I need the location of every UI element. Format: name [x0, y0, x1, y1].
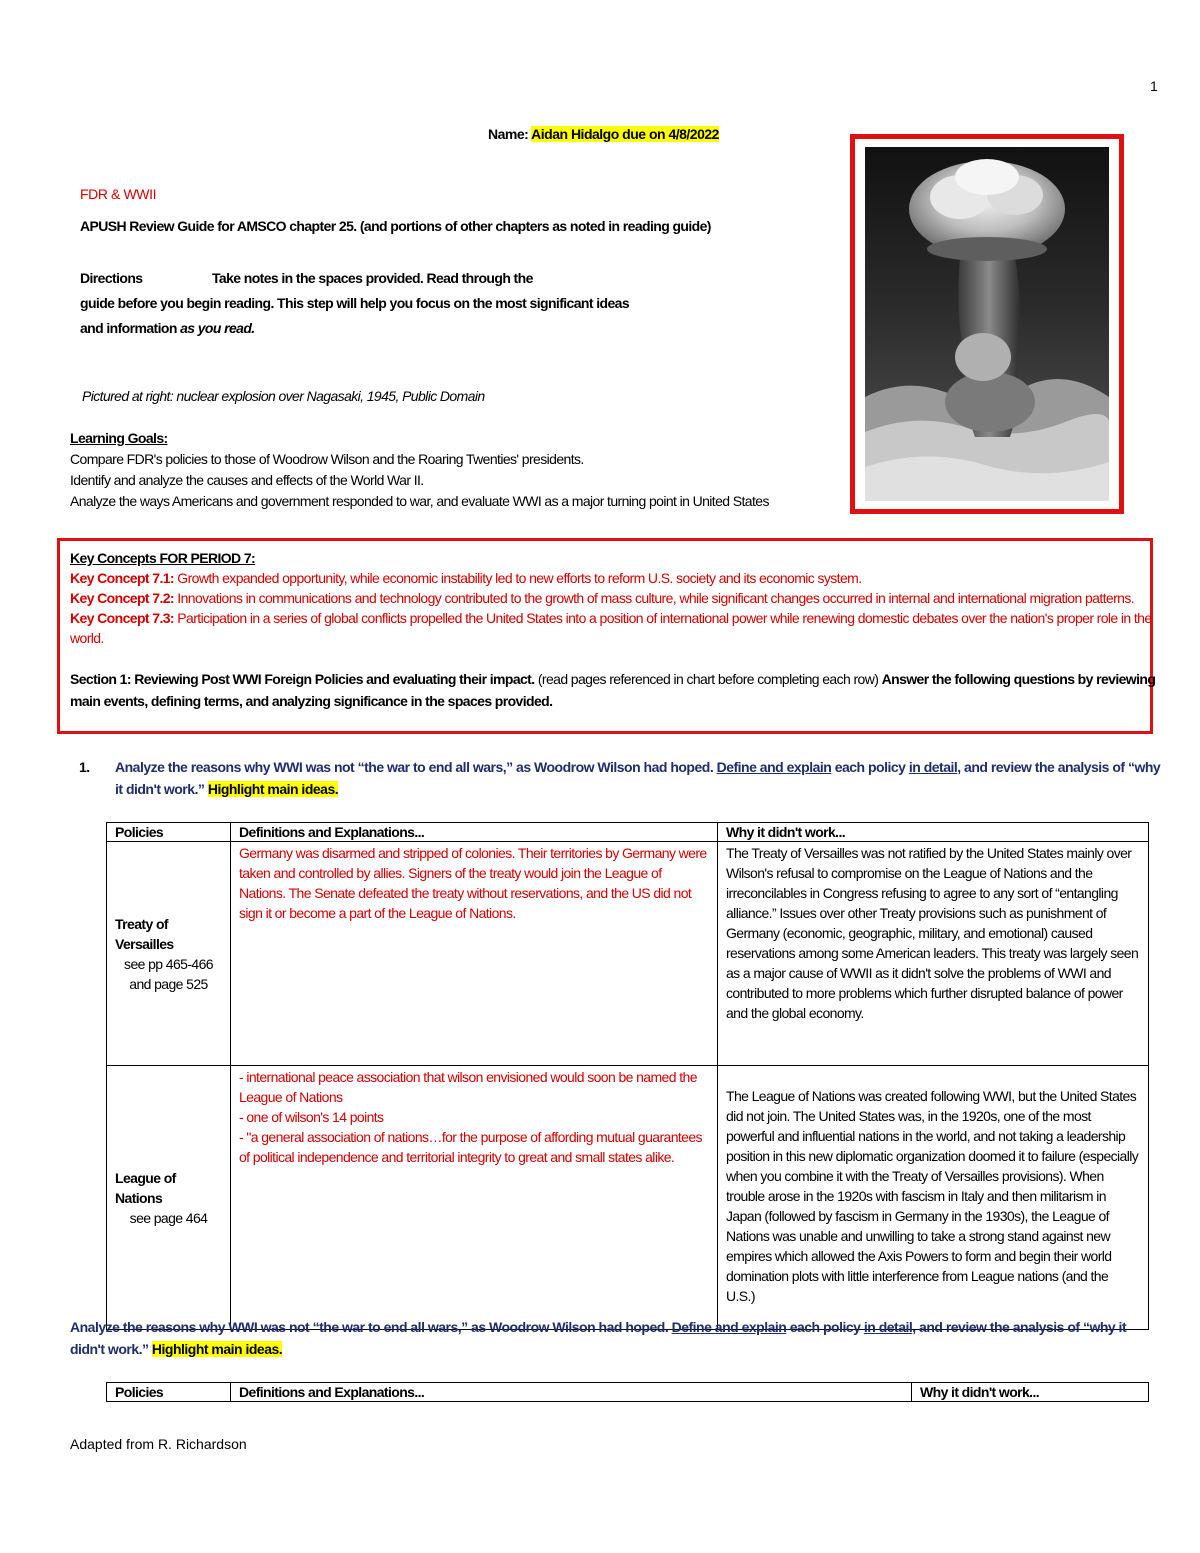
directions-line-3: and information: [80, 320, 177, 336]
section-1-instructions: Section 1: Reviewing Post WWI Foreign Policies and evaluating their impact. (read pages referenced in chart before completing each row) Answer the following questions by reviewing main events, defining terms, and analyzing significance in the spaces provided.: [70, 671, 1156, 709]
mushroom-cloud-photo: [865, 147, 1109, 501]
why-cell: The Treaty of Versailles was not ratified by the United States mainly over Wilson's refusal to compromise on the League of Nations and the irreconcilables in Congress refusing to agree to any sort of “entangling alliance.” Issues over other Treaty provisions such as punishment of Germany (economic, geographic, military, and emotional) caused reservations among some American leaders. This treaty was largely seen as a major cause of WWII as it didn't solve the problems of WWI and contributed to more problems which further disrupted balance of power and the global economy.: [718, 842, 1149, 1066]
name-line: [488, 126, 719, 142]
learning-goal-item: Identify and analyze the causes and effects of the World War II.: [70, 472, 424, 488]
question-number: 1.: [79, 759, 90, 775]
policies-table-2: [106, 1382, 1149, 1402]
key-concept-item: Key Concept 7.2: Innovations in communications and technology contributed to the growth of mass culture, while significant changes occurred in internal and international migration patterns.: [70, 590, 1135, 606]
directions-line-1: Take notes in the spaces provided. Read through the: [212, 270, 533, 286]
header-why: Why it didn't work...: [718, 823, 1149, 842]
why-cell: The League of Nations was created following WWI, but the United States did not join. The United States was, in the 1920s, one of the most powerful and influential nations in the world, and not taking a leadership position in this new diplomatic organization doomed it to failure (especially when you combine it with the Treaty of Versailles provisions). When trouble arose in the 1920s with fascism in Italy and then militarism in Japan (followed by fascism in Germany in the 1930s), the League of Nations was unable and unwilling to take a strong stand against new empires which allowed the Axis Powers to form and begin their world domination plots with little interference from League nations (and the U.S.): [718, 1066, 1149, 1330]
footer-credit: Adapted from R. Richardson: [70, 1436, 247, 1452]
question-1: 1. Analyze the reasons why WWI was not “the war to end all wars,” as Woodrow Wilson had hoped. Define and explain each policy in detail, and review the analysis of “why it didn't work.” Highlight main ideas.: [79, 756, 1169, 800]
policy-cell: Treaty of Versailles see pp 465-466 and page 525: [107, 842, 231, 1066]
directions: [80, 266, 629, 341]
table-row: [107, 1066, 1149, 1330]
definition-cell: - international peace association that wilson envisioned would soon be named the League of Nations - one of wilson's 14 points - "a general association of nations…for the purpose of affording mutual guarantees of political independence and territorial integrity to great and small states alike.: [231, 1066, 718, 1330]
header-definitions: Definitions and Explanations...: [231, 1383, 912, 1402]
directions-label: Directions: [80, 270, 143, 286]
policy-cell: League of Nations see page 464: [107, 1066, 231, 1330]
table-header-row: [107, 1383, 1149, 1402]
nagasaki-photo-frame: [850, 134, 1124, 514]
table-header-row: [107, 823, 1149, 842]
key-concepts-heading: Key Concepts FOR PERIOD 7:: [70, 550, 256, 566]
header-policies: Policies: [107, 823, 231, 842]
learning-goal-item: Analyze the ways Americans and government responded to war, and evaluate WWI as a major turning point in United States: [70, 493, 769, 509]
directions-line-3-italic: as you read.: [180, 320, 255, 336]
header-why: Why it didn't work...: [912, 1383, 1149, 1402]
policies-table: [106, 822, 1149, 1330]
name-label: Name:: [488, 126, 529, 142]
table-row: [107, 842, 1149, 1066]
subtitle: FDR & WWII: [80, 186, 157, 202]
header-policies: Policies: [107, 1383, 231, 1402]
picture-caption: Pictured at right: nuclear explosion over Nagasaki, 1945, Public Domain: [82, 388, 485, 404]
learning-goals-heading: Learning Goals:: [70, 430, 168, 446]
question-2: Analyze the reasons why WWI was not “the war to end all wars,” as Woodrow Wilson had hoped. Define and explain each policy in detail, and review the analysis of “why it didn't work.” Highlight main ideas.: [70, 1319, 1127, 1357]
key-concept-item: Key Concept 7.3: Participation in a series of global conflicts propelled the United States into a position of international power while renewing domestic debates over the nation's proper role in the world.: [70, 610, 1152, 646]
key-concept-item: Key Concept 7.1: Growth expanded opportunity, while economic instability led to new efforts to reform U.S. society and its economic system.: [70, 570, 862, 586]
header-definitions: Definitions and Explanations...: [231, 823, 718, 842]
definition-cell: Germany was disarmed and stripped of colonies. Their territories by Germany were taken and controlled by allies. Signers of the treaty would join the League of Nations. The Senate defeated the treaty without reservations, and the US did not sign it or become a part of the League of Nations.: [231, 842, 718, 1066]
key-concepts: [70, 548, 1170, 712]
name-value: Aidan Hidalgo due on 4/8/2022: [531, 126, 719, 142]
learning-goal-item: Compare FDR's policies to those of Woodrow Wilson and the Roaring Twenties' presidents.: [70, 451, 584, 467]
guide-title: APUSH Review Guide for AMSCO chapter 25. (and portions of other chapters as noted in reading guide): [80, 218, 711, 234]
learning-goals: [70, 428, 850, 512]
directions-line-2: guide before you begin reading. This step will help you focus on the most significant ideas: [80, 295, 630, 311]
page-number: 1: [1150, 78, 1158, 94]
